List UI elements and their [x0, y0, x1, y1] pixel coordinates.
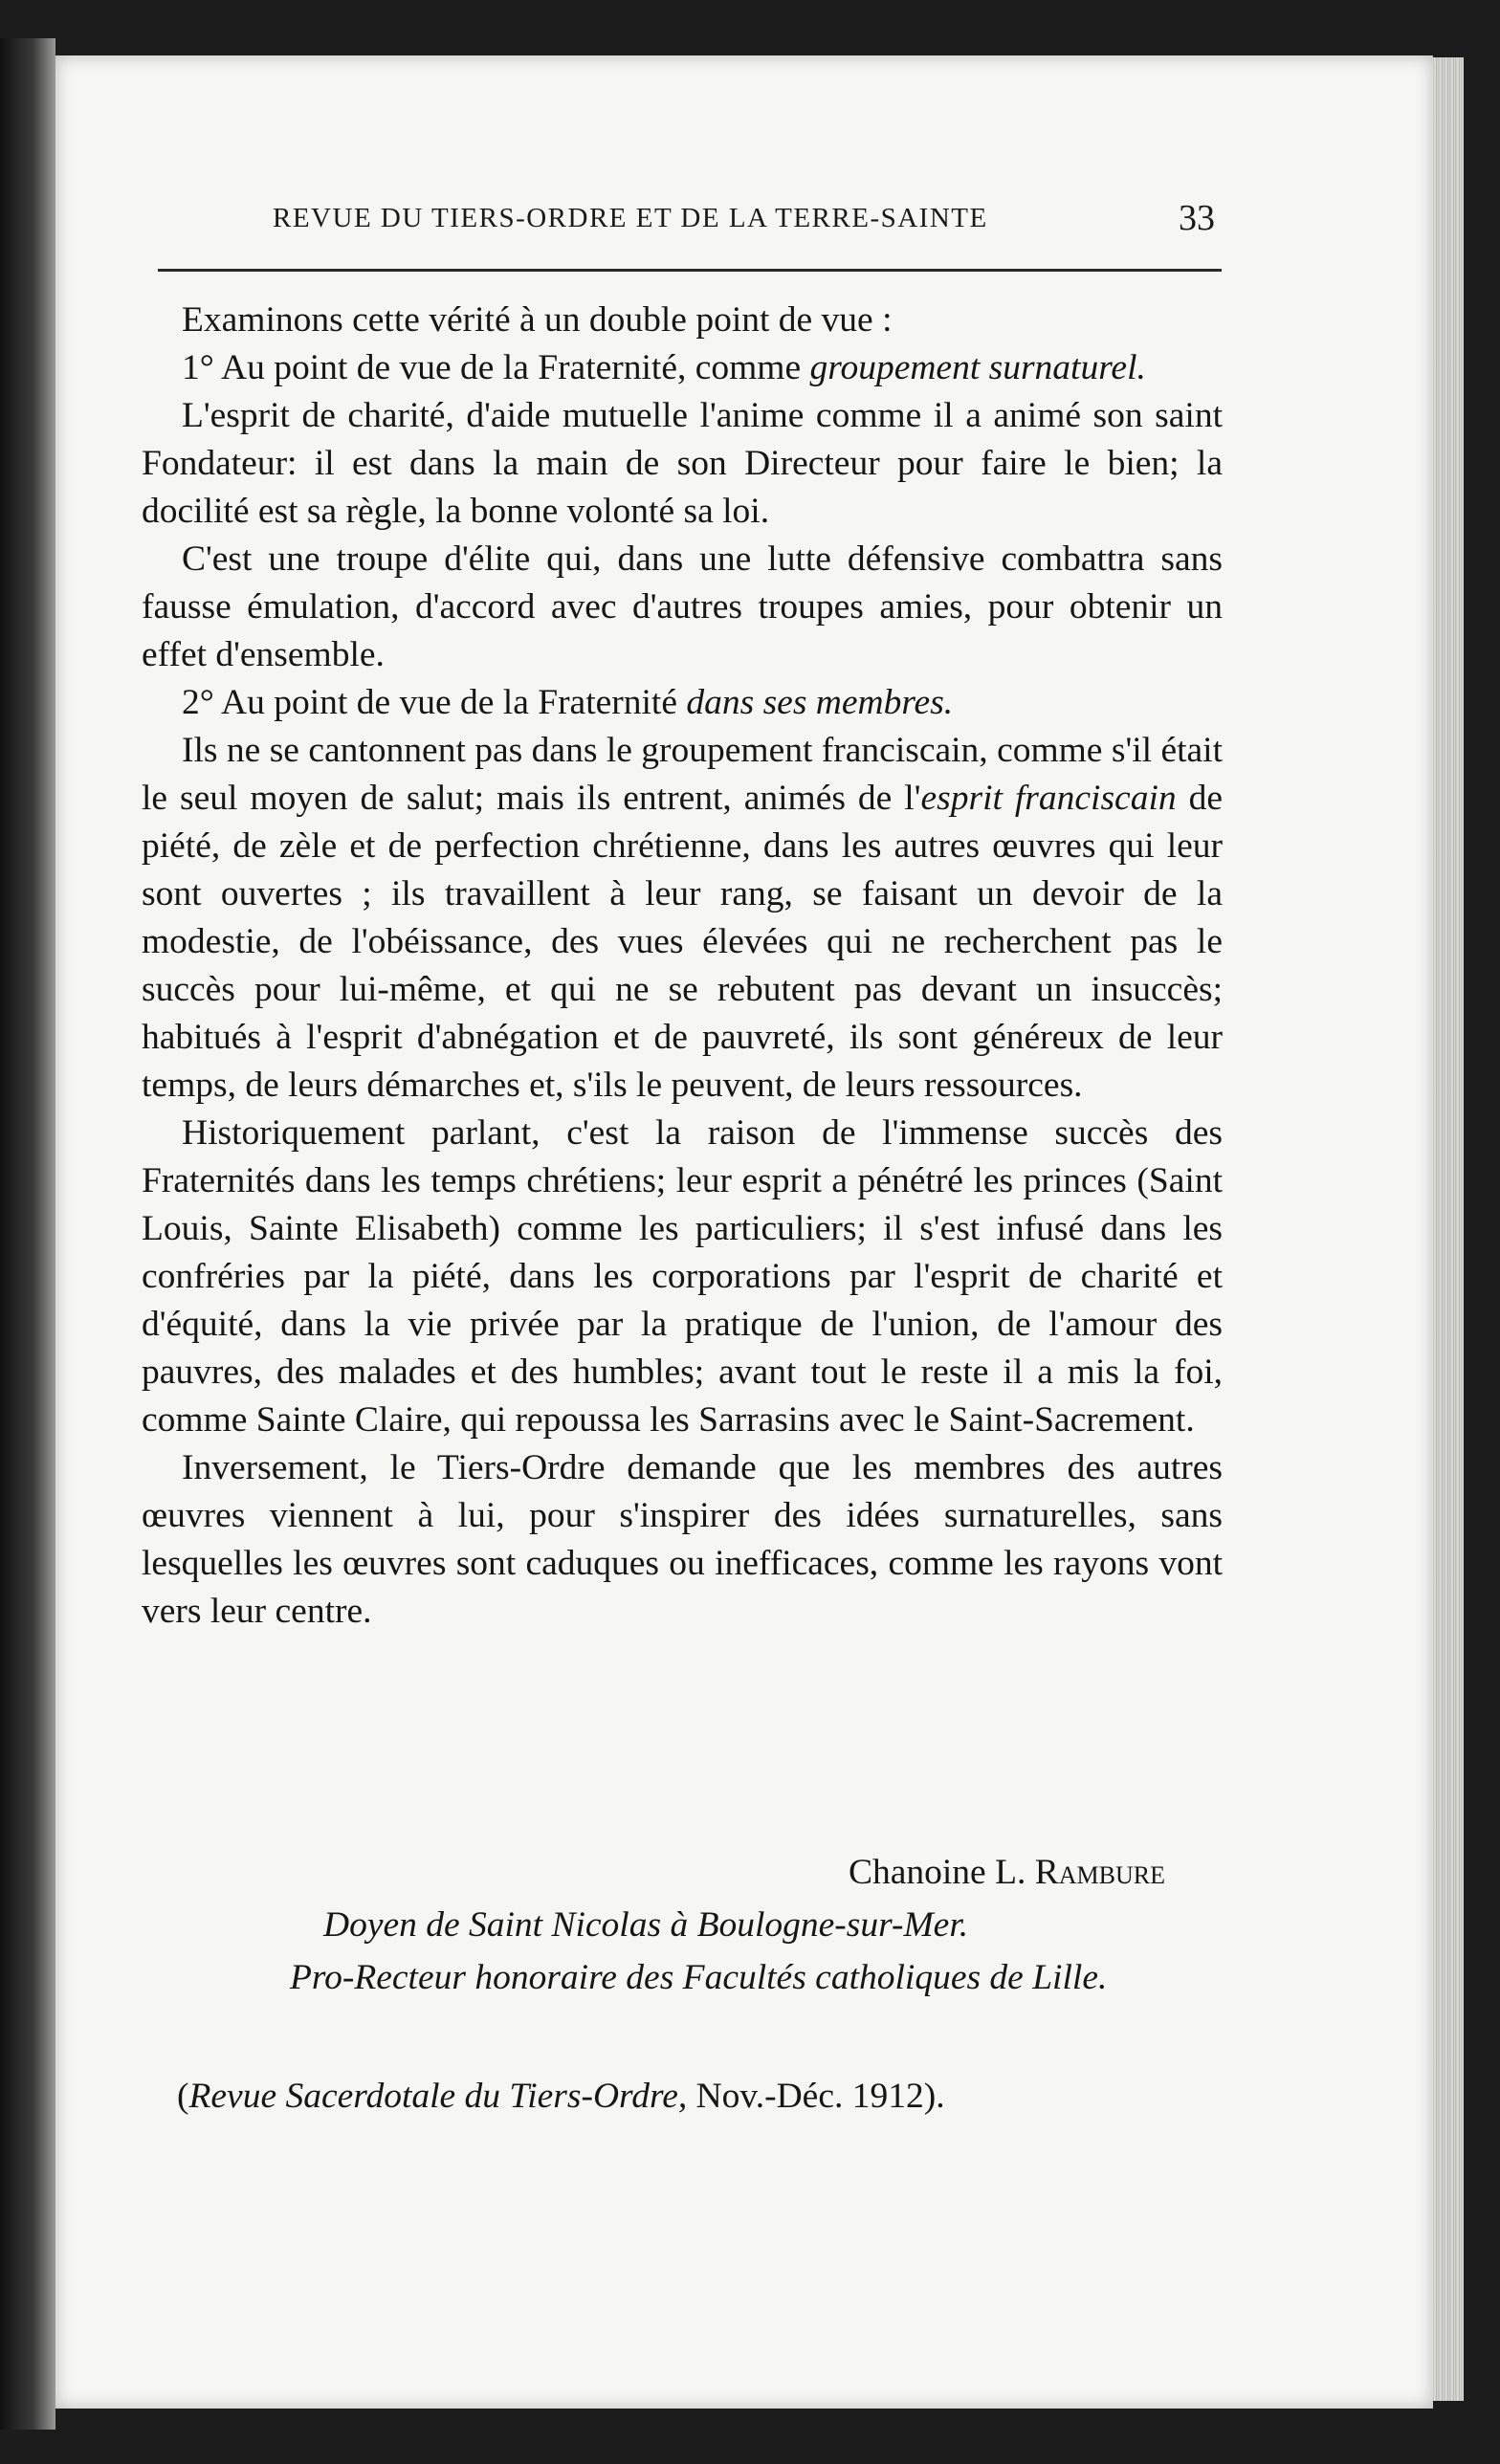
author-title-1: Doyen de Saint Nicolas à Boulogne-sur-Mer. [323, 1905, 969, 1945]
running-head [158, 191, 1220, 249]
author-name: Chanoine L. Rambure [848, 1853, 1165, 1892]
paragraph: L'esprit de charité, d'aide mutuelle l'anime comme il a animé son saint Fondateur: il est dans la main de son Directeur pour faire le bien; la docilité est sa règle, la bonne volonté sa loi. [142, 396, 1223, 531]
book-gutter-shadow [0, 38, 55, 2430]
paragraph: 2° Au point de vue de la Fraternité dans ses membres. [182, 683, 954, 722]
author-title-2: Pro-Recteur honoraire des Facultés catholiques de Lille. [290, 1958, 1108, 1997]
paragraph: Ils ne se cantonnent pas dans le groupement franciscain, comme s'il était le seul moyen de salut; mais ils entrent, animés de l'esprit franciscain de piété, de zèle et de perfection chrétienne, dans les autres œuvres qui leur sont ouvertes ; ils travaillent à leur rang, se faisant un devoir de la modestie, de l'obéissance, des vues élevées qui ne recherchent pas le succès pour lui-même, et qui ne se rebutent pas devant un insuccès; habitués à l'esprit d'abnégation et de pauvreté, ils sont généreux de leur temps, de leurs démarches et, s'ils le peuvent, de leurs ressources. [142, 731, 1223, 1105]
paragraph: Inversement, le Tiers-Ordre demande que les membres des autres œuvres viennent à lui, pour s'inspirer des idées surnaturelles, sans lesquelles les œuvres sont caduques ou inefficaces, comme les rayons vont vers leur centre. [142, 1448, 1223, 1631]
paragraph: 1° Au point de vue de la Fraternité, comme groupement surnaturel. [182, 348, 1146, 387]
signature-block [142, 1846, 1223, 2004]
page-number: 33 [1179, 198, 1215, 238]
running-title: REVUE DU TIERS-ORDRE ET DE LA TERRE-SAINTE [273, 203, 988, 233]
paragraph: Historiquement parlant, c'est la raison de l'immense succès des Fraternités dans les temps chrétiens; leur esprit a pénétré les princes (Saint Louis, Sainte Elisabeth) comme les particuliers; il s'est infusé dans les confréries par la piété, dans les corporations par l'esprit de charité et d'équité, dans la vie privée par la pratique de l'union, de l'amour des pauvres, des malades et des humbles; avant tout le reste il a mis la foi, comme Sainte Claire, qui repoussa les Sarrasins avec le Saint-Sacrement. [142, 1113, 1223, 1440]
paragraph: C'est une troupe d'élite qui, dans une lutte défensive combattra sans fausse émulation, d'accord avec d'autres troupes amies, pour obtenir un effet d'ensemble. [142, 539, 1223, 674]
paragraph: Examinons cette vérité à un double point de vue : [182, 300, 893, 340]
source-citation: (Revue Sacerdotale du Tiers-Ordre, Nov.-Déc. 1912). [177, 2077, 945, 2116]
header-rule [158, 269, 1222, 272]
article-body [142, 297, 1223, 1636]
